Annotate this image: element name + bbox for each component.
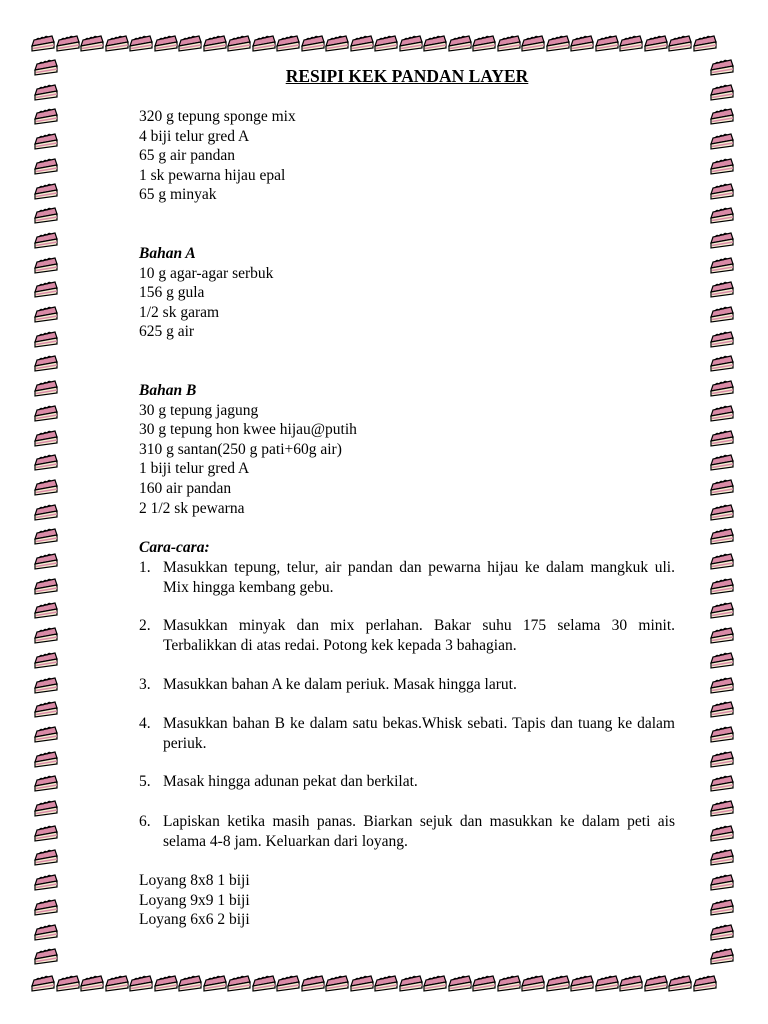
cake-slice-icon xyxy=(569,31,595,53)
ingredient-line: 30 g tepung hon kwee hijau@putih xyxy=(139,421,357,439)
method-section xyxy=(139,538,210,558)
cake-slice-icon xyxy=(33,944,59,966)
cake-slice-icon xyxy=(33,253,59,275)
cake-slice-icon xyxy=(79,31,105,53)
cake-slice-icon xyxy=(709,475,735,497)
cake-slice-icon xyxy=(33,129,59,151)
cake-slice-icon xyxy=(709,673,735,695)
cake-slice-icon xyxy=(33,697,59,719)
cake-slice-icon xyxy=(667,31,693,53)
cake-slice-icon xyxy=(33,80,59,102)
ingredient-line: 310 g santan(250 g pati+60g air) xyxy=(139,440,342,458)
cake-slice-icon xyxy=(251,31,277,53)
cake-slice-icon xyxy=(709,426,735,448)
cake-slice-icon xyxy=(709,129,735,151)
ingredient-line: 10 g agar-agar serbuk xyxy=(139,264,274,282)
cake-slice-icon xyxy=(692,971,718,993)
step-number: 2. xyxy=(139,617,151,634)
cake-slice-icon xyxy=(709,845,735,867)
cake-slice-icon xyxy=(709,277,735,299)
method-step xyxy=(139,772,675,792)
cake-slice-icon xyxy=(709,574,735,596)
cake-slice-icon xyxy=(373,31,399,53)
bahan-a-heading: Bahan A xyxy=(139,245,196,262)
cake-slice-icon xyxy=(709,870,735,892)
cake-slice-icon xyxy=(667,971,693,993)
cake-slice-icon xyxy=(324,971,350,993)
cake-slice-icon xyxy=(422,31,448,53)
method-step xyxy=(139,812,675,851)
cake-slice-icon xyxy=(709,895,735,917)
pan-list xyxy=(139,871,250,930)
cake-slice-icon xyxy=(33,648,59,670)
bahan-a-section xyxy=(139,244,273,342)
cake-slice-icon xyxy=(33,722,59,744)
cake-slice-icon xyxy=(251,971,277,993)
cake-slice-icon xyxy=(300,971,326,993)
cake-slice-icon xyxy=(709,771,735,793)
ingredient-line: 1/2 sk garam xyxy=(139,303,220,321)
cake-slice-icon xyxy=(398,31,424,53)
pan-line: Loyang 6x6 2 biji xyxy=(139,911,250,929)
pan-line: Loyang 8x8 1 biji xyxy=(139,872,250,889)
cake-slice-icon xyxy=(30,971,56,993)
cake-slice-icon xyxy=(33,203,59,225)
cake-slice-icon xyxy=(594,31,620,53)
cake-slice-icon xyxy=(33,104,59,126)
cake-slice-icon xyxy=(447,971,473,993)
method-step xyxy=(139,714,675,753)
cake-slice-icon xyxy=(398,971,424,993)
step-text: Lapiskan ketika masih panas. Biarkan sejuk dan masukkan ke dalam peti ais selama 4-8 jam. Keluarkan dari loyang. xyxy=(163,813,675,850)
cake-slice-icon xyxy=(33,821,59,843)
cake-slice-icon xyxy=(496,971,522,993)
cake-slice-icon xyxy=(104,971,130,993)
ingredient-line: 65 g air pandan xyxy=(139,147,235,165)
cake-slice-icon xyxy=(709,203,735,225)
cake-slice-icon xyxy=(79,971,105,993)
ingredient-line: 30 g tepung jagung xyxy=(139,401,259,419)
cake-slice-icon xyxy=(33,179,59,201)
bahan-b-heading: Bahan B xyxy=(139,382,197,399)
cake-slice-icon xyxy=(275,31,301,53)
cake-slice-icon xyxy=(33,895,59,917)
cake-slice-icon xyxy=(226,971,252,993)
cake-slice-icon xyxy=(33,55,59,77)
cake-slice-icon xyxy=(33,154,59,176)
method-heading: Cara-cara: xyxy=(139,539,210,556)
cake-slice-icon xyxy=(545,31,571,53)
cake-slice-icon xyxy=(692,31,718,53)
cake-slice-icon xyxy=(520,971,546,993)
cake-slice-icon xyxy=(33,401,59,423)
cake-slice-icon xyxy=(33,598,59,620)
ingredient-line: 156 g gula xyxy=(139,284,205,302)
cake-slice-icon xyxy=(202,31,228,53)
method-step xyxy=(139,616,675,655)
cake-slice-icon xyxy=(709,623,735,645)
step-text: Masukkan tepung, telur, air pandan dan pewarna hijau ke dalam mangkuk uli. Mix hingga kembang gebu. xyxy=(163,559,675,596)
cake-slice-icon xyxy=(569,971,595,993)
step-text: Masukkan bahan A ke dalam periuk. Masak hingga larut. xyxy=(163,676,517,693)
step-text: Masak hingga adunan pekat dan berkilat. xyxy=(163,773,418,790)
cake-slice-icon xyxy=(709,722,735,744)
step-number: 5. xyxy=(139,773,151,790)
cake-slice-icon xyxy=(709,821,735,843)
cake-slice-icon xyxy=(709,351,735,373)
cake-slice-icon xyxy=(709,302,735,324)
cake-slice-icon xyxy=(33,920,59,942)
cake-slice-icon xyxy=(33,376,59,398)
cake-slice-icon xyxy=(202,971,228,993)
cake-slice-icon xyxy=(33,450,59,472)
step-number: 6. xyxy=(139,813,151,830)
cake-slice-icon xyxy=(709,549,735,571)
cake-slice-icon xyxy=(709,376,735,398)
cake-slice-icon xyxy=(226,31,252,53)
ingredient-line: 1 sk pewarna hijau epal xyxy=(139,166,286,184)
cake-slice-icon xyxy=(709,920,735,942)
cake-slice-icon xyxy=(709,401,735,423)
cake-slice-icon xyxy=(349,971,375,993)
cake-slice-icon xyxy=(709,944,735,966)
cake-slice-icon xyxy=(55,31,81,53)
cake-slice-icon xyxy=(275,971,301,993)
cake-slice-icon xyxy=(349,31,375,53)
step-text: Masukkan minyak dan mix perlahan. Bakar suhu 175 selama 30 minit. Terbalikkan di atas redai. Potong kek kepada 3 bahagian. xyxy=(163,617,675,654)
cake-slice-icon xyxy=(128,31,154,53)
cake-slice-icon xyxy=(33,845,59,867)
method-step xyxy=(139,558,675,597)
step-text: Masukkan bahan B ke dalam satu bekas.Whisk sebati. Tapis dan tuang ke dalam periuk. xyxy=(163,715,675,752)
cake-slice-icon xyxy=(496,31,522,53)
cake-slice-icon xyxy=(709,598,735,620)
cake-slice-icon xyxy=(709,500,735,522)
cake-slice-icon xyxy=(709,104,735,126)
cake-slice-icon xyxy=(33,673,59,695)
cake-slice-icon xyxy=(709,253,735,275)
base-ingredients-list xyxy=(139,107,296,205)
cake-slice-icon xyxy=(33,747,59,769)
cake-slice-icon xyxy=(709,228,735,250)
cake-slice-icon xyxy=(33,623,59,645)
cake-slice-icon xyxy=(153,971,179,993)
cake-slice-icon xyxy=(177,31,203,53)
cake-slice-icon xyxy=(33,574,59,596)
cake-slice-icon xyxy=(709,327,735,349)
cake-slice-icon xyxy=(709,80,735,102)
cake-slice-icon xyxy=(594,971,620,993)
cake-slice-icon xyxy=(709,524,735,546)
ingredient-line: 625 g air xyxy=(139,323,195,341)
cake-slice-icon xyxy=(373,971,399,993)
recipe-title: RESIPI KEK PANDAN LAYER xyxy=(285,66,529,86)
ingredient-line: 160 air pandan xyxy=(139,479,232,497)
cake-slice-icon xyxy=(33,277,59,299)
cake-slice-icon xyxy=(643,31,669,53)
cake-slice-icon xyxy=(643,971,669,993)
cake-slice-icon xyxy=(709,55,735,77)
method-step xyxy=(139,675,675,695)
cake-slice-icon xyxy=(471,971,497,993)
cake-slice-icon xyxy=(618,971,644,993)
cake-slice-icon xyxy=(33,351,59,373)
cake-slice-icon xyxy=(324,31,350,53)
cake-slice-icon xyxy=(471,31,497,53)
cake-slice-icon xyxy=(55,971,81,993)
step-number: 4. xyxy=(139,715,151,732)
cake-slice-icon xyxy=(33,524,59,546)
cake-slice-icon xyxy=(709,179,735,201)
step-number: 3. xyxy=(139,676,151,693)
pan-line: Loyang 9x9 1 biji xyxy=(139,891,250,909)
cake-slice-icon xyxy=(33,228,59,250)
cake-slice-icon xyxy=(709,697,735,719)
cake-slice-icon xyxy=(709,747,735,769)
cake-slice-icon xyxy=(33,500,59,522)
cake-slice-icon xyxy=(709,648,735,670)
step-number: 1. xyxy=(139,559,151,576)
cake-slice-icon xyxy=(33,327,59,349)
cake-slice-icon xyxy=(128,971,154,993)
cake-slice-icon xyxy=(33,549,59,571)
cake-slice-icon xyxy=(33,870,59,892)
cake-slice-icon xyxy=(104,31,130,53)
cake-slice-icon xyxy=(520,31,546,53)
cake-slice-icon xyxy=(300,31,326,53)
cake-slice-icon xyxy=(709,154,735,176)
ingredient-line: 320 g tepung sponge mix xyxy=(139,108,296,125)
ingredient-line: 1 biji telur gred A xyxy=(139,460,250,478)
bahan-b-section xyxy=(139,381,357,518)
cake-slice-icon xyxy=(33,426,59,448)
cake-slice-icon xyxy=(153,31,179,53)
cake-slice-icon xyxy=(30,31,56,53)
cake-slice-icon xyxy=(33,796,59,818)
cake-slice-icon xyxy=(545,971,571,993)
cake-slice-icon xyxy=(33,302,59,324)
ingredient-line: 65 g minyak xyxy=(139,186,217,204)
ingredient-line: 4 biji telur gred A xyxy=(139,127,250,145)
cake-slice-icon xyxy=(709,450,735,472)
cake-slice-icon xyxy=(422,971,448,993)
cake-slice-icon xyxy=(33,771,59,793)
cake-slice-icon xyxy=(177,971,203,993)
cake-slice-icon xyxy=(709,796,735,818)
cake-slice-icon xyxy=(33,475,59,497)
cake-slice-icon xyxy=(447,31,473,53)
ingredient-line: 2 1/2 sk pewarna xyxy=(139,499,245,517)
cake-slice-icon xyxy=(618,31,644,53)
